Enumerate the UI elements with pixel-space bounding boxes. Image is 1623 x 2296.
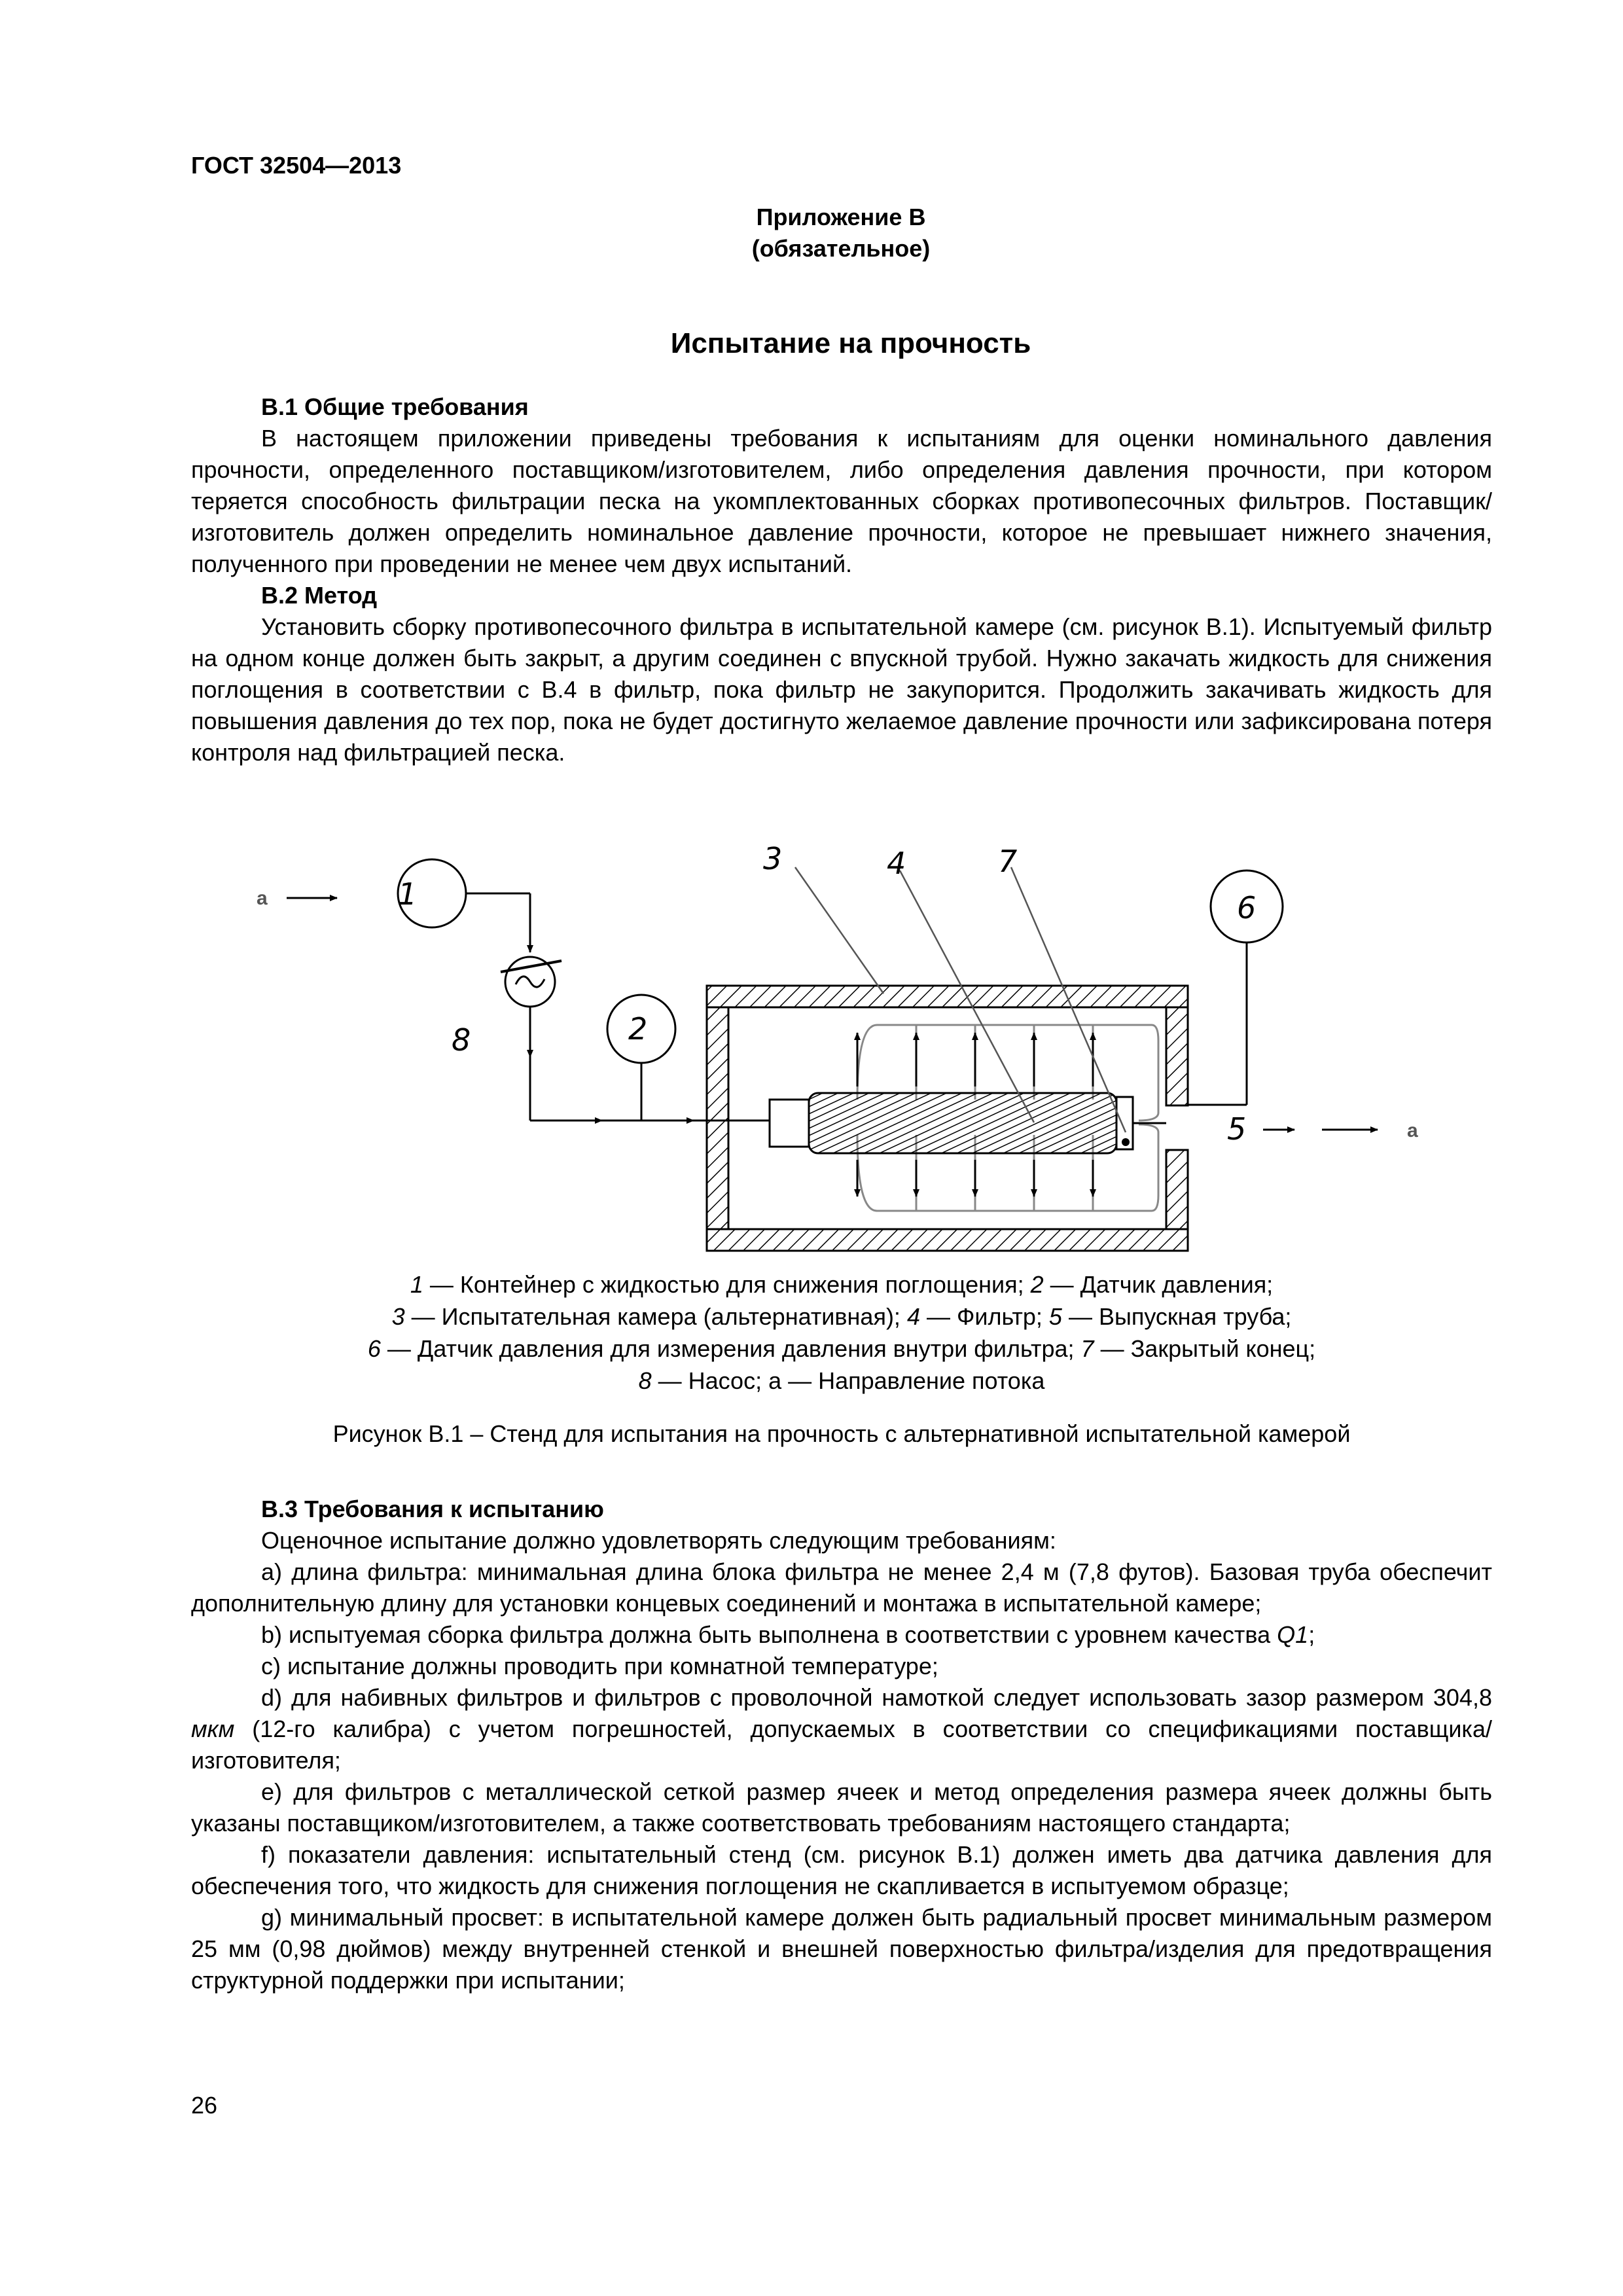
legend-line: 6 — Датчик давления для измерения давления внутри фильтра; 7 — Закрытый конец; — [367, 1335, 1316, 1362]
figure-legend — [191, 1268, 1492, 1397]
test-stand-diagram — [236, 825, 1479, 1283]
list-item-c: с) испытание должны проводить при комнатной температуре; — [261, 1653, 938, 1679]
figure-caption: Рисунок В.1 – Стенд для испытания на прочность с альтернативной испытательной камерой — [332, 1420, 1351, 1447]
section-b1-text: В настоящем приложении приведены требования к испытаниям для оценки номинального давления прочности, определенного поставщиком/изготовителем, либо определения давления прочности, при котором теряется способность фильтрации песка на укомплектованных сборках противопесочных фильтров. Поставщик/изготовитель должен определить номинальное давление прочности, которое не превышает нижнего значения, полученного при проведении не менее чем двух испытаний. — [191, 425, 1492, 577]
label-7: 7 — [998, 844, 1018, 879]
list-item-b: b) испытуемая сборка фильтра должна быть выполнена в соответствии с уровнем качества Q1; — [261, 1621, 1315, 1648]
section-b3-heading: В.3 Требования к испытанию — [261, 1496, 604, 1522]
legend-line: 8 — Насос; а — Направление потока — [638, 1367, 1045, 1394]
section-b2-text: Установить сборку противопесочного фильтра в испытательной камере (см. рисунок В.1). Испытуемый фильтр на одном конце должен быть закрыт, а другим соединен с впускной трубой. Нужно закачать жидкость для снижения поглощения в соответствии с В.4 в фильтр, пока фильтр не закупорится. Продолжить закачивать жидкость для повышения давления до тех пор, пока не будет достигнуто желаемое давление прочности или зафиксирована потеря контроля над фильтрацией песка. — [191, 613, 1492, 766]
annex-status: (обязательное) — [751, 235, 931, 262]
label-5: 5 — [1227, 1111, 1247, 1147]
annex-title: Приложение В — [756, 204, 926, 230]
label-1: 1 — [398, 876, 418, 912]
document-code: ГОСТ 32504—2013 — [191, 152, 402, 179]
annex-heading — [589, 202, 1093, 264]
flow-direction-label-in: a — [257, 888, 268, 909]
filter-assembly — [770, 1093, 1133, 1153]
list-item-g: g) минимальный просвет: в испытательной камере должен быть радиальный просвет минимальным размером 25 мм (0,98 дюймов) между внутренней стенкой и внешней поверхностью фильтра/изделия для предотвращения структурной поддержки при испытании; — [191, 1904, 1492, 1994]
list-item-e: е) для фильтров с металлической сеткой размер ячеек и метод определения размера ячеек должны быть указаны поставщиком/изготовителем, а также соответствовать требованиям настоящего стандарта; — [191, 1778, 1492, 1837]
section-b1-heading: В.1 Общие требования — [261, 393, 529, 420]
legend-line: 3 — Испытательная камера (альтернативная); 4 — Фильтр; 5 — Выпускная труба; — [391, 1303, 1292, 1330]
flow-direction-label-out: a — [1407, 1120, 1418, 1141]
inlet-piping — [287, 859, 770, 1121]
section-b2-heading: В.2 Метод — [261, 582, 378, 609]
page-title: Испытание на прочность — [670, 327, 1031, 359]
label-6: 6 — [1237, 890, 1257, 925]
section-b3-intro: Оценочное испытание должно удовлетворять следующим требованиям: — [261, 1527, 1056, 1554]
body-text-top — [191, 391, 1492, 768]
label-8: 8 — [452, 1022, 471, 1058]
body-text-bottom — [191, 1494, 1492, 1996]
list-item-f: f) показатели давления: испытательный стенд (см. рисунок В.1) должен иметь два датчика давления для обеспечения того, что жидкость для снижения поглощения не скапливается в испытуемом образце; — [191, 1841, 1492, 1899]
legend-line: 1 — Контейнер с жидкостью для снижения поглощения; 2 — Датчик давления; — [410, 1271, 1274, 1298]
page-number: 26 — [191, 2092, 218, 2119]
list-item-d: d) для набивных фильтров и фильтров с проволочной намоткой следует использовать зазор размером 304,8 мкм (12-го калибра) с учетом погрешностей, допускаемых в соответствии со спецификациями поставщика/изготовителя; — [191, 1684, 1492, 1774]
label-3: 3 — [763, 841, 783, 876]
list-item-a: а) длина фильтра: минимальная длина блока фильтра не менее 2,4 м (7,8 футов). Базовая труба обеспечит дополнительную длину для установки концевых соединений и монтажа в испытательной камере; — [191, 1558, 1492, 1617]
label-2: 2 — [628, 1011, 648, 1047]
label-4: 4 — [887, 846, 906, 881]
